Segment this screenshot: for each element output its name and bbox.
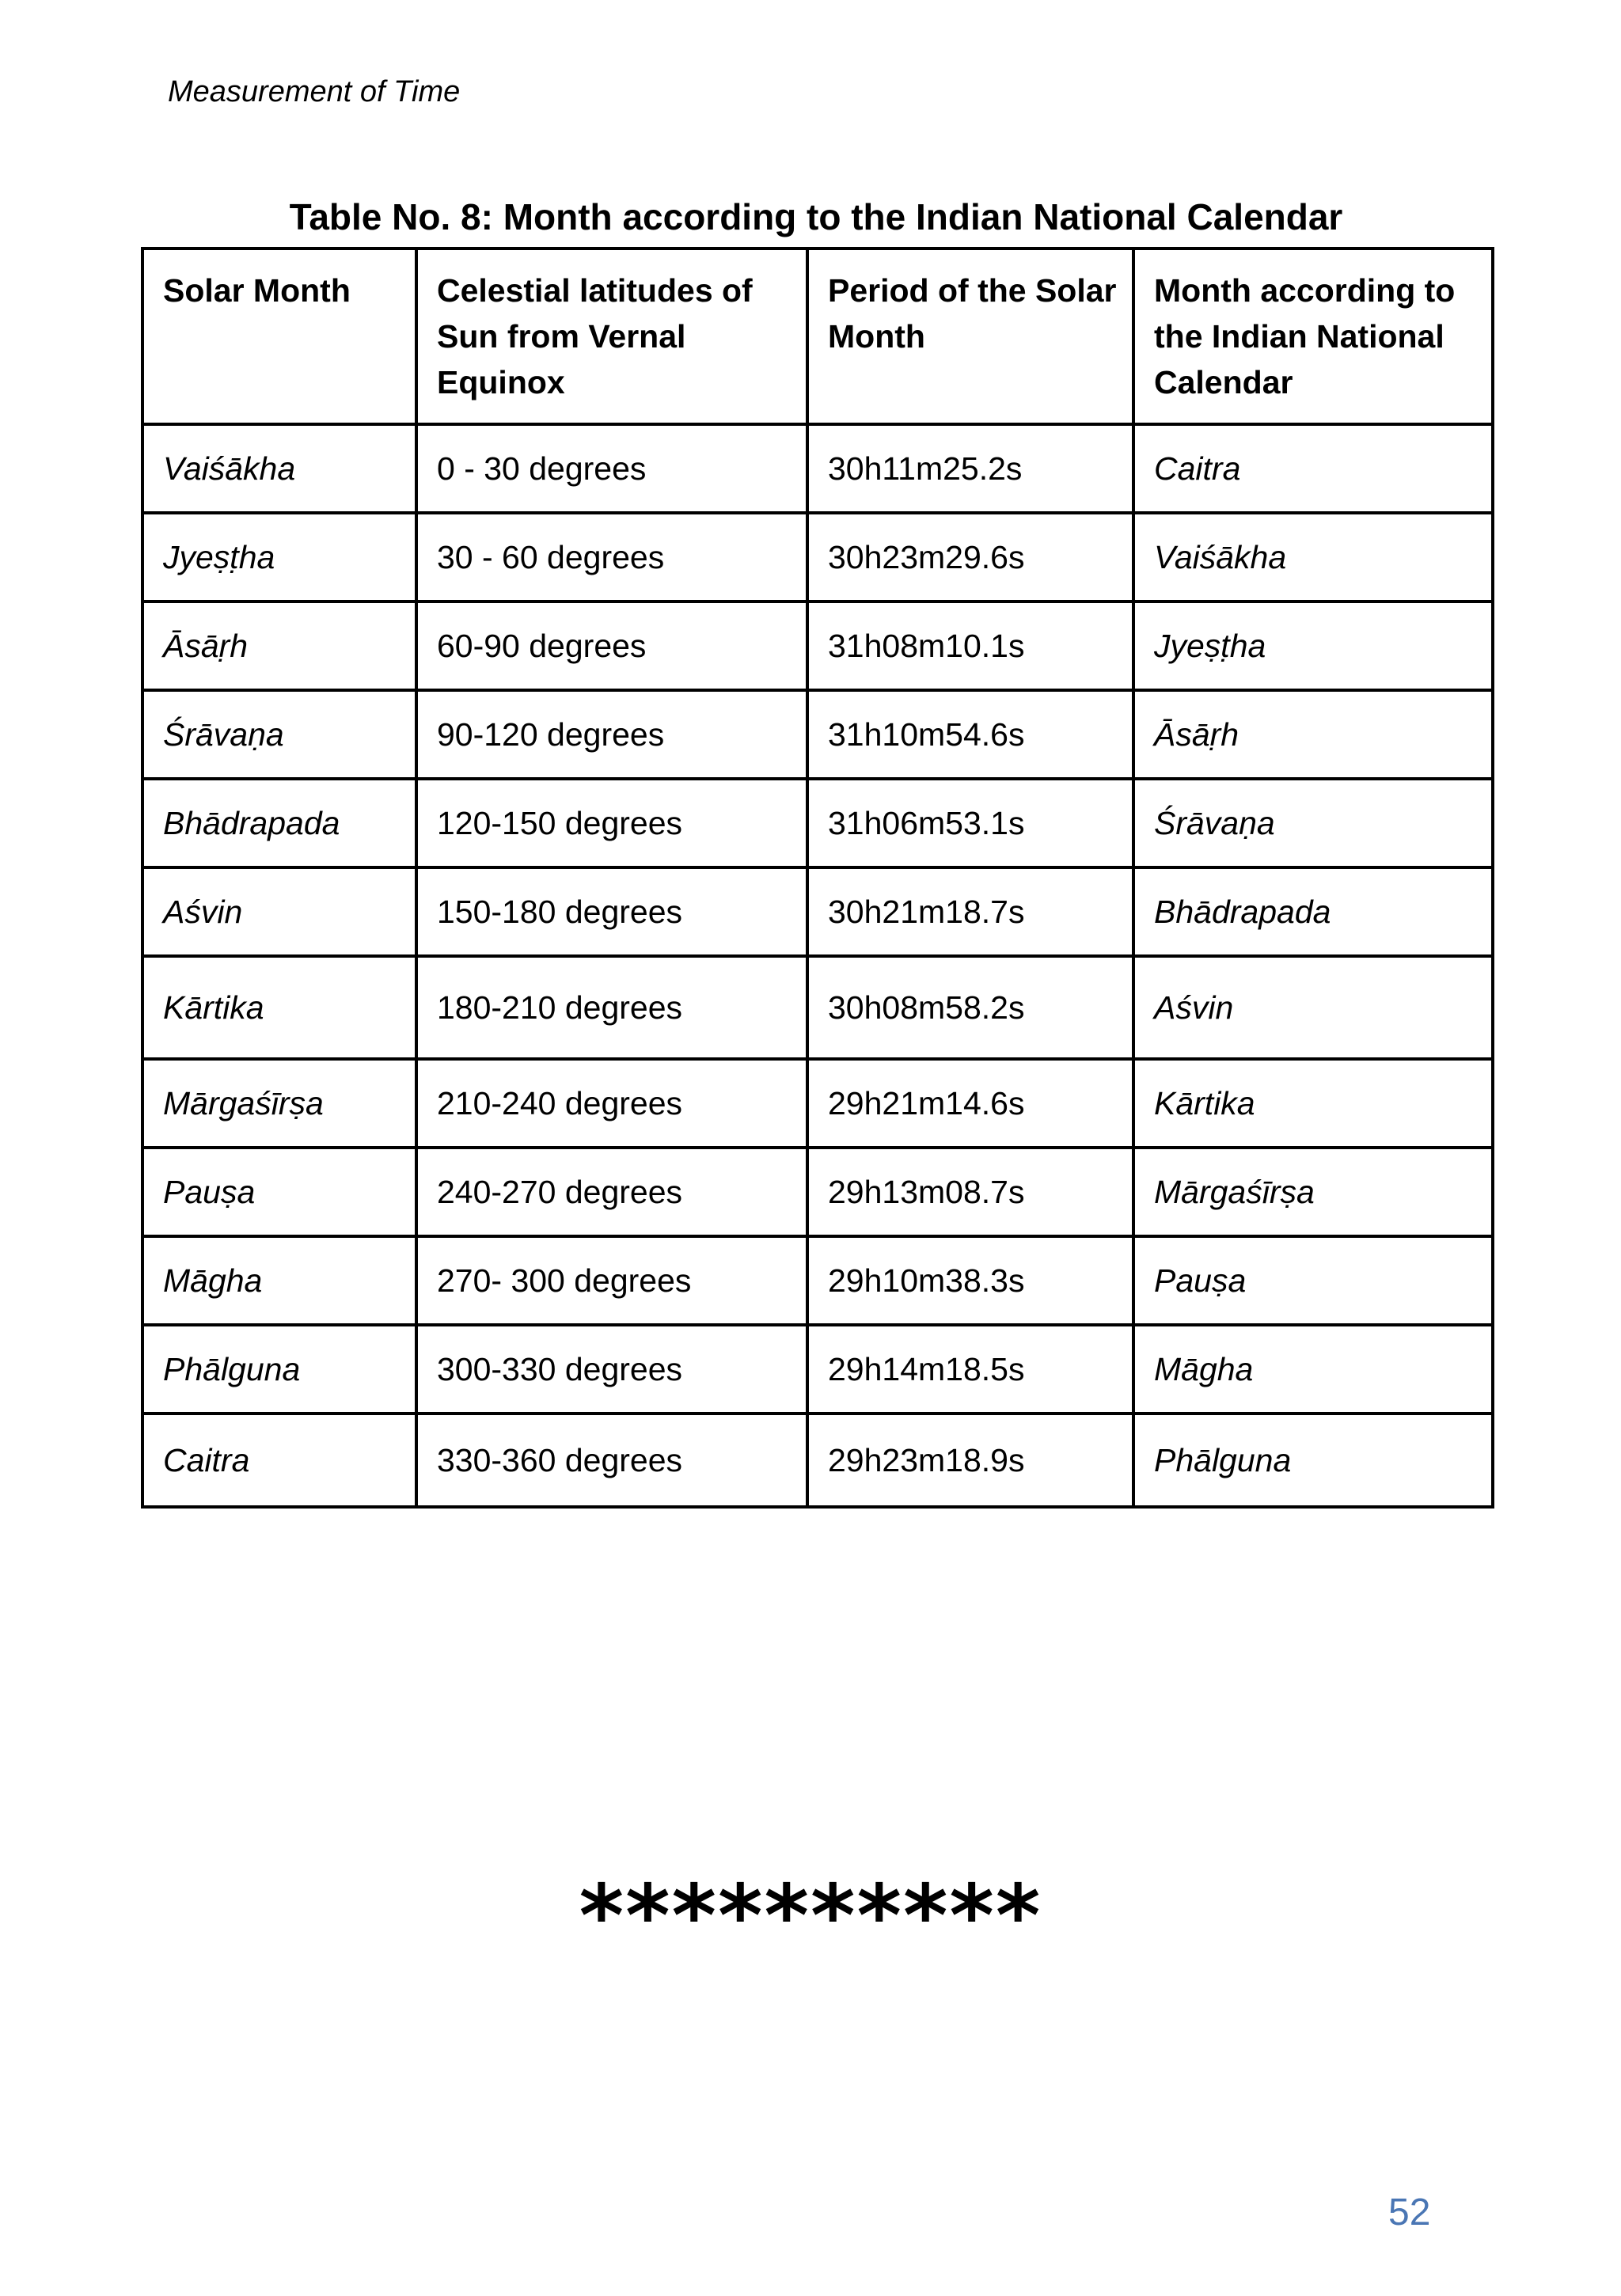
latitude-cell: 30 - 60 degrees bbox=[416, 513, 807, 602]
latitude-cell: 210-240 degrees bbox=[416, 1059, 807, 1148]
solar-month-cell: Āsāṛh bbox=[142, 602, 416, 690]
latitude-cell: 150-180 degrees bbox=[416, 867, 807, 956]
column-header-solar-month: Solar Month bbox=[142, 249, 416, 424]
table-row bbox=[142, 1325, 1493, 1414]
period-cell: 29h10m38.3s bbox=[807, 1236, 1133, 1325]
solar-month-cell: Aśvin bbox=[142, 867, 416, 956]
solar-month-cell: Kārtika bbox=[142, 956, 416, 1059]
national-month-cell: Kārtika bbox=[1133, 1059, 1493, 1148]
period-cell: 31h10m54.6s bbox=[807, 690, 1133, 779]
solar-month-cell: Śrāvaṇa bbox=[142, 690, 416, 779]
table-row bbox=[142, 424, 1493, 513]
table-row bbox=[142, 779, 1493, 867]
table-header-row bbox=[142, 249, 1493, 424]
table-row bbox=[142, 1059, 1493, 1148]
period-cell: 29h21m14.6s bbox=[807, 1059, 1133, 1148]
solar-month-cell: Pauṣa bbox=[142, 1148, 416, 1236]
latitude-cell: 120-150 degrees bbox=[416, 779, 807, 867]
solar-month-cell: Phālguna bbox=[142, 1325, 416, 1414]
national-month-cell: Māgha bbox=[1133, 1325, 1493, 1414]
table-caption: Table No. 8: Month according to the Indian National Calendar bbox=[289, 196, 1343, 237]
latitude-cell: 0 - 30 degrees bbox=[416, 424, 807, 513]
national-month-cell: Caitra bbox=[1133, 424, 1493, 513]
table-row bbox=[142, 690, 1493, 779]
national-month-cell: Mārgaśīrṣa bbox=[1133, 1148, 1493, 1236]
national-month-cell: Jyeṣṭha bbox=[1133, 602, 1493, 690]
table-row bbox=[142, 867, 1493, 956]
period-cell: 30h11m25.2s bbox=[807, 424, 1133, 513]
period-cell: 31h08m10.1s bbox=[807, 602, 1133, 690]
solar-month-cell: Vaiśākha bbox=[142, 424, 416, 513]
period-cell: 29h14m18.5s bbox=[807, 1325, 1133, 1414]
national-month-cell: Vaiśākha bbox=[1133, 513, 1493, 602]
section-end-asterisks: ********** bbox=[579, 1867, 1042, 1966]
latitude-cell: 60-90 degrees bbox=[416, 602, 807, 690]
solar-month-cell: Jyeṣṭha bbox=[142, 513, 416, 602]
table-row bbox=[142, 1236, 1493, 1325]
latitude-cell: 240-270 degrees bbox=[416, 1148, 807, 1236]
national-month-cell: Aśvin bbox=[1133, 956, 1493, 1059]
table-row bbox=[142, 513, 1493, 602]
table-row bbox=[142, 1148, 1493, 1236]
running-header: Measurement of Time bbox=[168, 75, 461, 108]
page-number: 52 bbox=[1388, 2192, 1431, 2233]
period-cell: 30h08m58.2s bbox=[807, 956, 1133, 1059]
period-cell: 29h13m08.7s bbox=[807, 1148, 1133, 1236]
column-header-national-month: Month according to the Indian National Calendar bbox=[1133, 249, 1493, 424]
table-row bbox=[142, 956, 1493, 1059]
period-cell: 29h23m18.9s bbox=[807, 1414, 1133, 1507]
solar-month-cell: Māgha bbox=[142, 1236, 416, 1325]
latitude-cell: 180-210 degrees bbox=[416, 956, 807, 1059]
table-row bbox=[142, 602, 1493, 690]
solar-month-cell: Caitra bbox=[142, 1414, 416, 1507]
column-header-period: Period of the Solar Month bbox=[807, 249, 1133, 424]
period-cell: 30h21m18.7s bbox=[807, 867, 1133, 956]
national-month-cell: Śrāvaṇa bbox=[1133, 779, 1493, 867]
table-row bbox=[142, 1414, 1493, 1507]
national-month-cell: Pauṣa bbox=[1133, 1236, 1493, 1325]
period-cell: 31h06m53.1s bbox=[807, 779, 1133, 867]
latitude-cell: 330-360 degrees bbox=[416, 1414, 807, 1507]
solar-month-cell: Bhādrapada bbox=[142, 779, 416, 867]
latitude-cell: 90-120 degrees bbox=[416, 690, 807, 779]
period-cell: 30h23m29.6s bbox=[807, 513, 1133, 602]
national-month-cell: Phālguna bbox=[1133, 1414, 1493, 1507]
month-table bbox=[141, 247, 1494, 1509]
latitude-cell: 300-330 degrees bbox=[416, 1325, 807, 1414]
column-header-latitudes: Celestial latitudes of Sun from Vernal Equinox bbox=[416, 249, 807, 424]
national-month-cell: Āsāṛh bbox=[1133, 690, 1493, 779]
solar-month-cell: Mārgaśīrṣa bbox=[142, 1059, 416, 1148]
national-month-cell: Bhādrapada bbox=[1133, 867, 1493, 956]
latitude-cell: 270- 300 degrees bbox=[416, 1236, 807, 1325]
